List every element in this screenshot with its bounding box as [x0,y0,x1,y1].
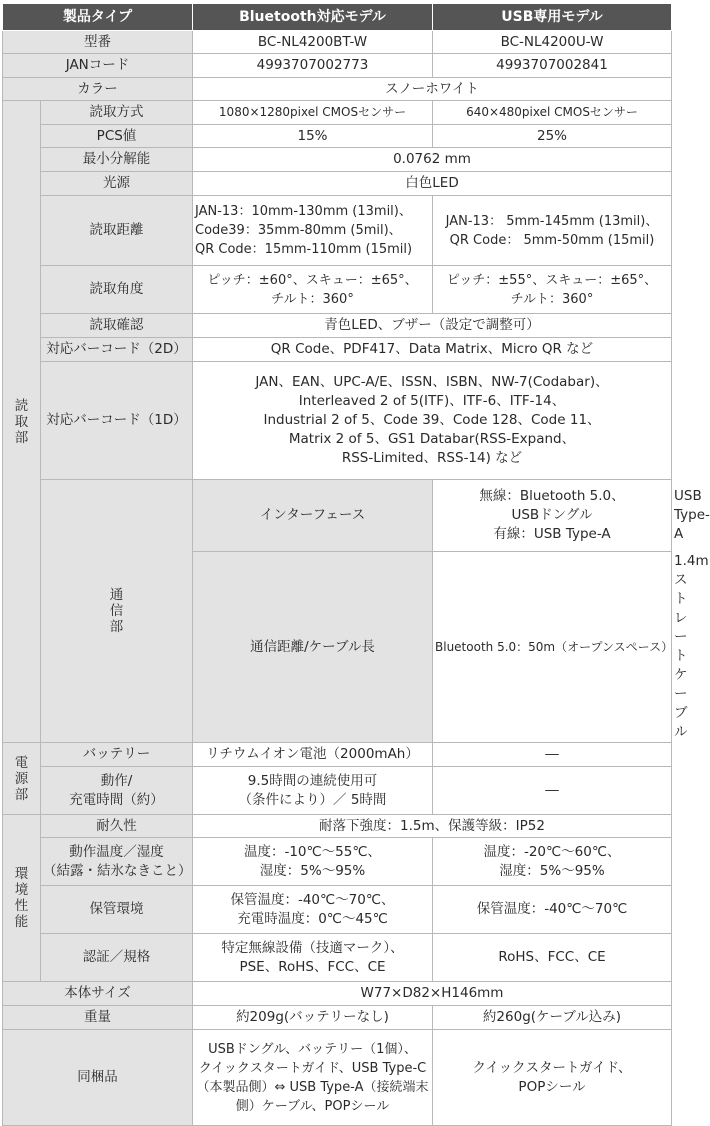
value-model-bt: BC-NL4200BT-W [193,31,433,54]
label-code1d: 対応バーコード（1D） [41,362,193,480]
value-pcs-bt: 15% [193,125,433,148]
value-angle-usb: ピッチ：±55°、スキュー：±65°、 チルト：360° [433,266,672,314]
value-durability: 耐落下強度：1.5m、保護等級：IP52 [193,815,672,838]
label-model: 型番 [3,31,193,54]
section-power: 電 源 部 [3,743,41,815]
label-bundle: 同梱品 [3,1030,193,1126]
row-model [3,31,672,54]
label-resolution: 最小分解能 [41,148,193,172]
row-size [3,982,672,1006]
value-model-usb: BC-NL4200U-W [433,31,672,54]
value-pcs-usb: 25% [433,125,672,148]
value-runtime-usb: ― [433,767,672,815]
value-op-temp-bt: 温度：-10℃～55℃、 湿度：5%～95% [193,838,433,886]
value-runtime-bt: 9.5時間の連続使用可 （条件により）／ 5時間 [193,767,433,815]
row-op-temp [3,838,672,886]
row-confirm [3,314,672,338]
value-battery-usb: ― [433,743,672,767]
label-battery: バッテリー [41,743,193,767]
label-angle: 読取角度 [41,266,193,314]
row-light [3,172,672,196]
row-weight [3,1006,672,1030]
row-color [3,78,672,101]
row-resolution [3,148,672,172]
label-cert: 認証／規格 [41,934,193,982]
label-op-temp: 動作温度／湿度 （結露・結氷なきこと） [41,838,193,886]
row-code1d [3,362,672,480]
value-cert-bt: 特定無線設備（技適マーク）、 PSE、RoHS、FCC、CE [193,934,433,982]
value-storage-bt: 保管温度：-40℃～70℃、 充電時温度：0℃～45℃ [193,886,433,934]
label-comm-range: 通信距離/ケーブル長 [193,552,433,743]
row-runtime [3,767,672,815]
value-angle-bt: ピッチ：±60°、スキュー：±65°、 チルト：360° [193,266,433,314]
value-distance-bt: JAN-13：10mm-130mm (13mil)、 Code39：35mm-80mm (5mil)、 QR Code：15mm-110mm (15mil) [193,196,433,266]
value-code1d: JAN、EAN、UPC-A/E、ISSN、ISBN、NW-7(Codabar)、 Interleaved 2 of 5(ITF)、ITF-6、ITF-14、 Industrial 2 of 5、Code 39、Code 128、Code 11、 Matrix 2 of 5、GS1 Databar(RSS-Expand、 RSS-Limited、RSS-14) など [193,362,672,480]
label-weight: 重量 [3,1006,193,1030]
label-confirm: 読取確認 [41,314,193,338]
row-comm-range: 通信距離/ケーブル長 Bluetooth 5.0：50m（オープンスペース） 1.4m ストレートケーブル [3,552,672,743]
row-code2d [3,338,672,362]
section-env: 環 境 性 能 [3,815,41,982]
spec-table-lower [2,742,672,1126]
value-weight-usb: 約260g(ケーブル込み) [433,1006,672,1030]
section-read: 読 取 部 [3,101,41,743]
value-read-method-usb: 640×480pixel CMOSセンサー [433,101,672,125]
value-weight-bt: 約209g(バッテリーなし) [193,1006,433,1030]
row-pcs [3,125,672,148]
value-distance-usb: JAN-13： 5mm-145mm (13mil)、 QR Code： 5mm-50mm (15mil) [433,196,672,266]
value-color: スノーホワイト [193,78,672,101]
row-cert [3,934,672,982]
row-durability [3,815,672,838]
value-bundle-bt: USBドングル、バッテリー（1個）、 クイックスタートガイド、USB Type-C （本製品側）⇔ USB Type-A（接続端末 側）ケーブル、POPシール [193,1030,433,1126]
value-cert-usb: RoHS、FCC、CE [433,934,672,982]
row-angle [3,266,672,314]
section-comm: 通 信 部 [41,480,193,743]
label-code2d: 対応バーコード（2D） [41,338,193,362]
label-interface: インターフェース [193,480,433,552]
row-battery [3,743,672,767]
label-light: 光源 [41,172,193,196]
label-color: カラー [3,78,193,101]
value-battery-bt: リチウムイオン電池（2000mAh） [193,743,433,767]
value-storage-usb: 保管温度：-40℃～70℃ [433,886,672,934]
value-jan-usb: 4993707002841 [433,54,672,78]
label-runtime: 動作/ 充電時間（約） [41,767,193,815]
label-read-method: 読取方式 [41,101,193,125]
value-resolution: 0.0762 mm [193,148,672,172]
label-storage: 保管環境 [41,886,193,934]
value-read-method-bt: 1080×1280pixel CMOSセンサー [193,101,433,125]
row-bundle [3,1030,672,1126]
value-confirm: 青色LED、ブザー（設定で調整可） [193,314,672,338]
header-product-type: 製品タイプ [3,4,193,31]
row-read-method [3,101,672,125]
value-op-temp-usb: 温度：-20℃～60℃、 湿度：5%～95% [433,838,672,886]
header-usb-model: USB専用モデル [433,4,672,31]
row-interface: 通 信 部 インターフェース 無線：Bluetooth 5.0、 USBドングル 有線：USB Type-A USB Type-A [3,480,672,552]
row-storage [3,886,672,934]
value-size: W77×D82×H146mm [193,982,672,1006]
row-distance [3,196,672,266]
header-bt-model: Bluetooth対応モデル [193,4,433,31]
value-code2d: QR Code、PDF417、Data Matrix、Micro QR など [193,338,672,362]
label-pcs: PCS値 [41,125,193,148]
value-jan-bt: 4993707002773 [193,54,433,78]
value-interface-bt: 無線：Bluetooth 5.0、 USBドングル 有線：USB Type-A [433,480,672,552]
value-light: 白色LED [193,172,672,196]
label-size: 本体サイズ [3,982,193,1006]
label-durability: 耐久性 [41,815,193,838]
value-comm-range-bt: Bluetooth 5.0：50m（オープンスペース） [433,552,672,743]
label-jan: JANコード [3,54,193,78]
value-bundle-usb: クイックスタートガイド、 POPシール [433,1030,672,1126]
label-distance: 読取距離 [41,196,193,266]
header-row [3,4,672,31]
row-jan [3,54,672,78]
spec-table [2,3,710,743]
